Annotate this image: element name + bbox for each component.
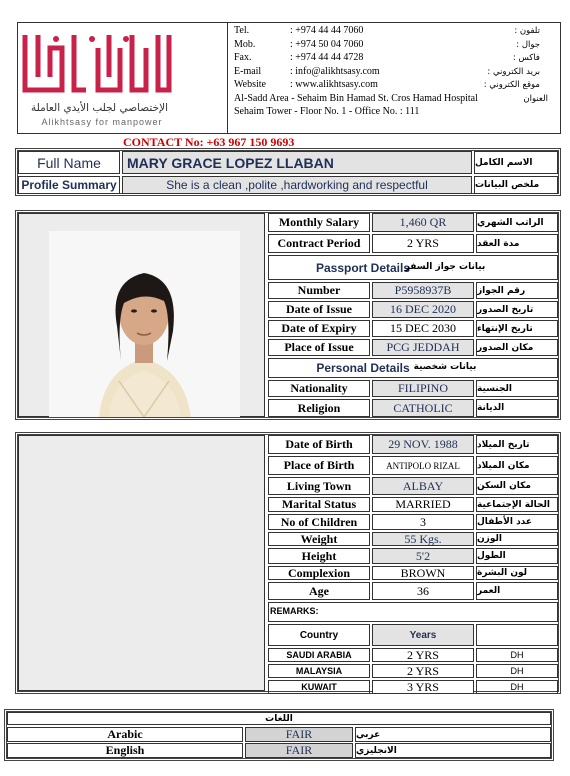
details-left-panel: [18, 435, 265, 691]
contact-value: : +974 50 04 7060: [290, 39, 364, 50]
field-value: 55 Kgs.: [372, 532, 474, 546]
profile-summary-value: She is a clean ,polite ,hardworking and respectful: [122, 176, 472, 194]
field-value: 3: [372, 514, 474, 530]
experience-years: 2 YRS: [372, 664, 474, 678]
field-label: Height: [268, 548, 370, 564]
experience-years: 3 YRS: [372, 680, 474, 694]
contact-number: CONTACT No: +63 967 150 9693: [123, 135, 295, 149]
contact-arabic: موقع الكتروني :: [483, 80, 540, 90]
experience-country: SAUDI ARABIA: [268, 648, 370, 662]
contact-row-website: [234, 79, 266, 91]
language-name: English: [7, 743, 243, 758]
field-arabic: الديانة: [476, 399, 558, 417]
field-label: Weight: [268, 532, 370, 546]
field-arabic: الجنسية: [476, 380, 558, 397]
field-arabic: تاريخ الصدور: [476, 301, 558, 318]
contact-value: : +974 44 44 7060: [290, 25, 364, 36]
field-value: ANTIPOLO RIZAL: [372, 456, 474, 475]
field-label: Place of Birth: [268, 456, 370, 475]
field-label: Living Town: [268, 477, 370, 495]
experience-type: DH: [476, 664, 558, 678]
field-value: 29 NOV. 1988: [372, 435, 474, 454]
section-heading: Passport Details: [315, 260, 411, 275]
field-value: BROWN: [372, 566, 474, 580]
field-label: Date of Expiry: [268, 320, 370, 337]
field-value: 2 YRS: [372, 234, 474, 253]
language-level: FAIR: [245, 727, 353, 742]
field-label: No of Children: [268, 514, 370, 530]
languages-heading: اللغات: [7, 712, 551, 725]
field-arabic: عدد الأطفال: [476, 514, 558, 530]
section-heading-arabic: بيانات جواز السفر: [404, 261, 486, 272]
experience-type-header: [476, 624, 558, 646]
contact-row-tel: [234, 25, 249, 37]
logo-mark: [22, 30, 172, 102]
experience-years: 2 YRS: [372, 648, 474, 662]
field-value: 15 DEC 2030: [372, 320, 474, 337]
experience-country-header: Country: [268, 624, 370, 646]
language-name: Arabic: [7, 727, 243, 742]
contact-label: Fax.: [234, 52, 252, 63]
company-logo: [22, 30, 222, 128]
section-heading: Personal Details: [316, 361, 410, 375]
field-label: Age: [268, 582, 370, 600]
field-arabic: الوزن: [476, 532, 558, 546]
language-arabic: عربي: [355, 727, 551, 742]
address-line-1: Al-Sadd Area - Sehaim Bin Hamad St. Cros Hamad Hospital: [234, 93, 478, 104]
full-name-value: MARY GRACE LOPEZ LLABAN: [122, 151, 472, 174]
field-arabic: العمر: [476, 582, 558, 600]
field-arabic: مكان الميلاد: [476, 456, 558, 475]
section-heading-arabic: بيانات شخصية: [413, 362, 477, 372]
field-value: FILIPINO: [372, 380, 474, 397]
full-name-arabic: الاسم الكامل: [474, 151, 558, 174]
contact-row-mob: [234, 39, 255, 51]
field-label: Place of Issue: [268, 339, 370, 356]
field-value: MARRIED: [372, 497, 474, 512]
field-label: Complexion: [268, 566, 370, 580]
contact-value: : +974 44 44 4728: [290, 52, 364, 63]
field-arabic: مكان الصدور: [476, 339, 558, 356]
field-label: Date of Birth: [268, 435, 370, 454]
contact-arabic: تلفون :: [514, 26, 540, 36]
field-arabic: مكان السكن: [476, 477, 558, 495]
logo-english-text: Alikhtsasy for manpower: [41, 117, 163, 127]
contact-label: E-mail: [234, 66, 262, 77]
contact-arabic: بريد الكتروني :: [487, 67, 540, 77]
contact-row-email: [234, 66, 261, 78]
field-arabic: الطول: [476, 548, 558, 564]
field-arabic: الراتب الشهري: [476, 213, 558, 232]
field-label: Nationality: [268, 380, 370, 397]
field-value: PCG JEDDAH: [372, 339, 474, 356]
website-link[interactable]: : www.alikhtsasy.com: [290, 79, 378, 90]
experience-type: DH: [476, 648, 558, 662]
experience-years-header: Years: [372, 624, 474, 646]
field-label: Marital Status: [268, 497, 370, 512]
field-label: Religion: [268, 399, 370, 417]
field-value: 5'2: [372, 548, 474, 564]
field-arabic: رقم الجواز: [476, 282, 558, 299]
field-label: Monthly Salary: [268, 213, 370, 232]
field-value: P5958937B: [372, 282, 474, 299]
contact-row-fax: [234, 52, 252, 64]
field-arabic: الحالة الإجتماعية: [476, 497, 558, 512]
language-arabic: الانجليزي: [355, 743, 551, 758]
field-arabic: لون البشرة: [476, 566, 558, 580]
field-label: Contract Period: [268, 234, 370, 253]
contact-arabic: جوال :: [516, 40, 540, 50]
experience-country: MALAYSIA: [268, 664, 370, 678]
field-arabic: تاريخ الميلاد: [476, 435, 558, 454]
language-level: FAIR: [245, 743, 353, 758]
field-value: 1,460 QR: [372, 213, 474, 232]
profile-summary-arabic: ملخص البيانات: [474, 176, 558, 194]
contact-label: Mob.: [234, 39, 256, 50]
address-line-2: Sehaim Tower - Floor No. 1 - Office No. : 111: [234, 106, 420, 117]
field-arabic: تاريخ الإنتهاء: [476, 320, 558, 337]
field-label: Number: [268, 282, 370, 299]
contact-label: Tel.: [234, 25, 250, 36]
remarks-label: REMARKS:: [270, 606, 319, 616]
address-arabic: العنوان: [523, 94, 548, 104]
field-value: 36: [372, 582, 474, 600]
field-arabic: مدة العقد: [476, 234, 558, 253]
profile-summary-label: Profile Summary: [18, 176, 120, 194]
contact-arabic: فاكس :: [512, 53, 540, 63]
experience-country: KUWAIT: [268, 680, 370, 694]
field-value: ALBAY: [372, 477, 474, 495]
candidate-photo: [49, 231, 240, 417]
experience-type: DH: [476, 680, 558, 694]
full-name-label: Full Name: [18, 151, 120, 174]
email-link[interactable]: : info@alikhtsasy.com: [290, 66, 380, 77]
field-value: 16 DEC 2020: [372, 301, 474, 318]
logo-arabic-text: الإختصاصي لجلب الأيدي العاملة: [31, 102, 168, 114]
contact-label: Website: [234, 79, 266, 90]
field-label: Date of Issue: [268, 301, 370, 318]
field-value: CATHOLIC: [372, 399, 474, 417]
